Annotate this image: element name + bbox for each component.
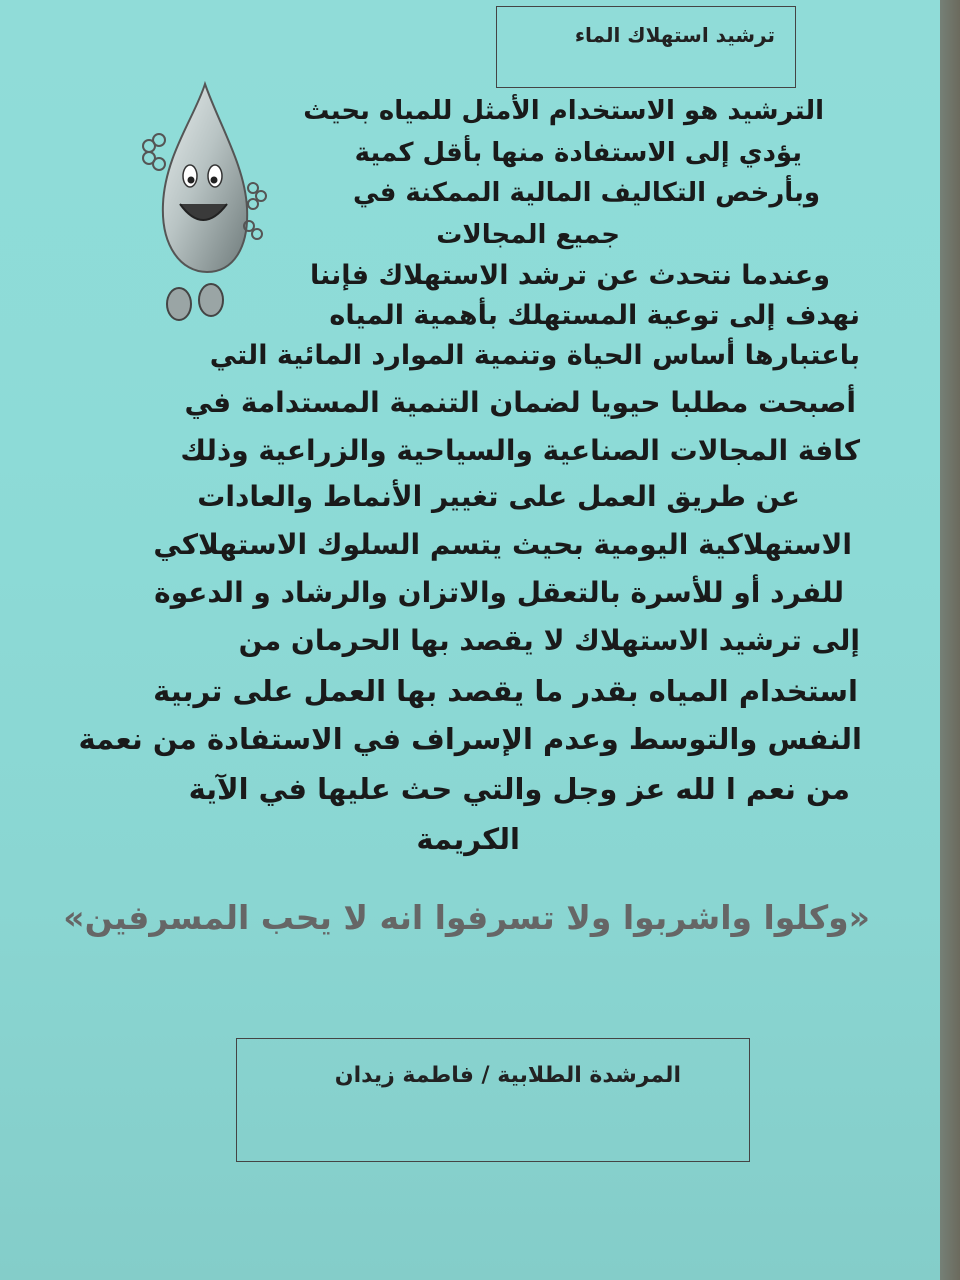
body-line: إلى ترشيد الاستهلاك لا يقصد بها الحرمان من xyxy=(238,624,860,657)
body-line: استخدام المياه بقدر ما يقصد بها العمل على تربية xyxy=(153,674,858,708)
body-line: الترشيد هو الاستخدام الأمثل للمياه بحيث xyxy=(303,96,824,126)
quran-verse: «وكلوا واشربوا ولا تسرفوا انه لا يحب المسرفين» xyxy=(63,898,870,937)
body-line: عن طريق العمل على تغيير الأنماط والعادات xyxy=(197,480,800,513)
body-line: وبأرخص التكاليف المالية الممكنة في xyxy=(353,178,820,208)
body-line: كافة المجالات الصناعية والسياحية والزراعية وذلك xyxy=(180,434,860,467)
body-line: من نعم ا لله عز وجل والتي حث عليها في الآية xyxy=(188,772,850,806)
signature-text: المرشدة الطلابية / فاطمة زيدان xyxy=(334,1063,681,1088)
body-line: يؤدي إلى الاستفادة منها بأقل كمية xyxy=(354,138,802,168)
body-line: للفرد أو للأسرة بالتعقل والاتزان والرشاد و الدعوة xyxy=(154,576,844,609)
page-title: ترشيد استهلاك الماء xyxy=(574,23,775,47)
body-line: أصبحت مطلبا حيويا لضمان التنمية المستدامة في xyxy=(184,386,856,419)
body-line: الاستهلاكية اليومية بحيث يتسم السلوك الاستهلاكي xyxy=(153,528,852,561)
water-drop-mascot-icon xyxy=(135,76,275,336)
body-line: جميع المجالات xyxy=(436,220,620,250)
signature-box xyxy=(236,1038,750,1162)
body-line: باعتبارها أساس الحياة وتنمية الموارد المائية التي xyxy=(209,340,860,371)
body-line: الكريمة xyxy=(416,822,520,856)
title-box xyxy=(496,6,796,88)
body-line: وعندما نتحدث عن ترشد الاستهلاك فإننا xyxy=(310,260,830,291)
body-line: النفس والتوسط وعدم الإسراف في الاستفادة من نعمة xyxy=(78,722,862,756)
body-line: نهدف إلى توعية المستهلك بأهمية المياه xyxy=(329,300,860,331)
